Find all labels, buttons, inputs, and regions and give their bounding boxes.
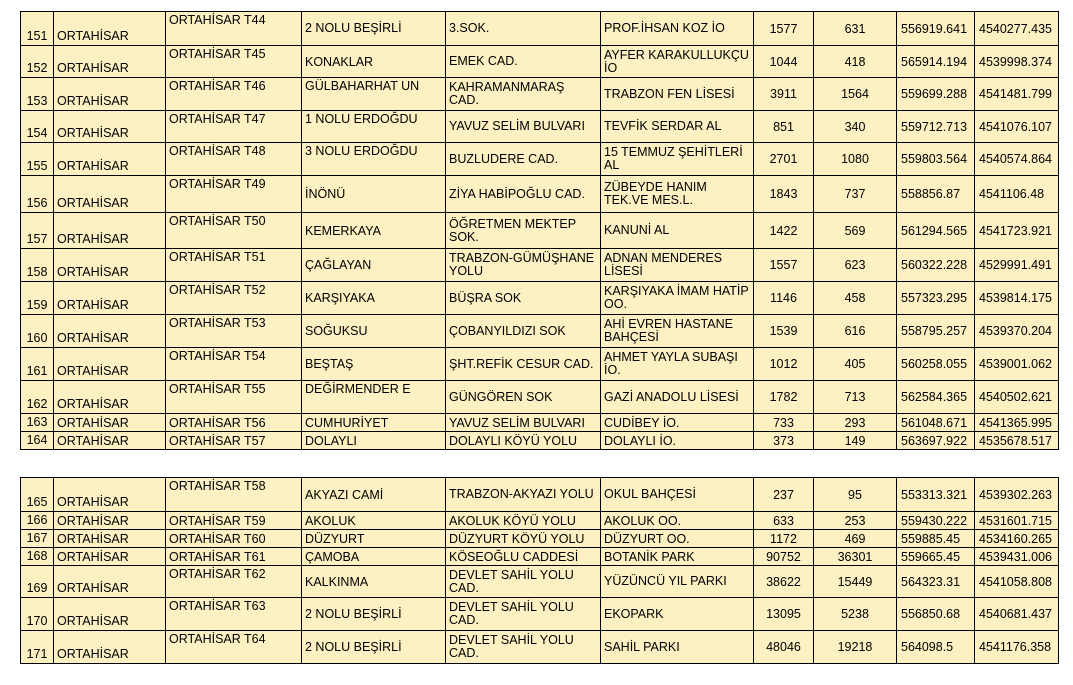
capacity-cell: 293: [814, 414, 897, 432]
district-cell: ORTAHİSAR: [54, 432, 166, 450]
table-row: [21, 176, 1059, 213]
x-coordinate-cell: 553313.321: [897, 478, 975, 512]
x-coordinate-cell: 564098.5: [897, 631, 975, 664]
district-cell: ORTAHİSAR: [54, 348, 166, 381]
district-cell: ORTAHİSAR: [54, 478, 166, 512]
area-cell: 1782: [754, 381, 814, 414]
assembly-area-table-2: [20, 477, 1059, 664]
street-cell: DEVLET SAHİL YOLU CAD.: [446, 598, 601, 631]
neighborhood-cell: ÇAĞLAYAN: [302, 249, 446, 282]
x-coordinate-cell: 560322.228: [897, 249, 975, 282]
street-cell: KÖSEOĞLU CADDESİ: [446, 548, 601, 566]
row-number-cell: 163: [21, 414, 54, 432]
table-row: [21, 432, 1059, 450]
area-code-cell: ORTAHİSAR T54: [166, 348, 302, 381]
area-code-cell: ORTAHİSAR T55: [166, 381, 302, 414]
district-cell: ORTAHİSAR: [54, 249, 166, 282]
neighborhood-cell: KALKINMA: [302, 566, 446, 598]
table-row: [21, 414, 1059, 432]
area-code-cell: ORTAHİSAR T46: [166, 78, 302, 111]
street-cell: DEVLET SAHİL YOLU CAD.: [446, 631, 601, 664]
area-code-cell: ORTAHİSAR T48: [166, 143, 302, 176]
y-coordinate-cell: 4534160.265: [975, 530, 1059, 548]
location-cell: EKOPARK: [601, 598, 754, 631]
street-cell: YAVUZ SELİM BULVARI: [446, 111, 601, 143]
x-coordinate-cell: 558856.87: [897, 176, 975, 213]
x-coordinate-cell: 559430.222: [897, 512, 975, 530]
street-cell: ÖĞRETMEN MEKTEP SOK.: [446, 213, 601, 249]
row-number-cell: 165: [21, 478, 54, 512]
capacity-cell: 15449: [814, 566, 897, 598]
capacity-cell: 5238: [814, 598, 897, 631]
y-coordinate-cell: 4539370.204: [975, 315, 1059, 348]
y-coordinate-cell: 4531601.715: [975, 512, 1059, 530]
district-cell: ORTAHİSAR: [54, 381, 166, 414]
x-coordinate-cell: 559699.288: [897, 78, 975, 111]
location-cell: DÜZYURT OO.: [601, 530, 754, 548]
neighborhood-cell: DOLAYLI: [302, 432, 446, 450]
location-cell: CUDİBEY İO.: [601, 414, 754, 432]
row-number-cell: 156: [21, 176, 54, 213]
neighborhood-cell: SOĞUKSU: [302, 315, 446, 348]
location-cell: KANUNİ AL: [601, 213, 754, 249]
table-row: [21, 315, 1059, 348]
y-coordinate-cell: 4539998.374: [975, 46, 1059, 78]
area-cell: 90752: [754, 548, 814, 566]
district-cell: ORTAHİSAR: [54, 414, 166, 432]
assembly-area-table-1: [20, 11, 1059, 450]
x-coordinate-cell: 556919.641: [897, 12, 975, 46]
row-number-cell: 160: [21, 315, 54, 348]
table-row: [21, 548, 1059, 566]
y-coordinate-cell: 4541106.48: [975, 176, 1059, 213]
capacity-cell: 631: [814, 12, 897, 46]
street-cell: DÜZYURT KÖYÜ YOLU: [446, 530, 601, 548]
neighborhood-cell: İNÖNÜ: [302, 176, 446, 213]
area-cell: 237: [754, 478, 814, 512]
table-row: [21, 348, 1059, 381]
location-cell: ZÜBEYDE HANIM TEK.VE MES.L.: [601, 176, 754, 213]
area-cell: 48046: [754, 631, 814, 664]
table-row: [21, 381, 1059, 414]
area-cell: 38622: [754, 566, 814, 598]
neighborhood-cell: GÜLBAHARHAT UN: [302, 78, 446, 111]
table-row: [21, 12, 1059, 46]
table-row: [21, 78, 1059, 111]
table-row: [21, 111, 1059, 143]
table-row: [21, 631, 1059, 664]
row-number-cell: 158: [21, 249, 54, 282]
street-cell: AKOLUK KÖYÜ YOLU: [446, 512, 601, 530]
area-code-cell: ORTAHİSAR T64: [166, 631, 302, 664]
location-cell: TEVFİK SERDAR AL: [601, 111, 754, 143]
district-cell: ORTAHİSAR: [54, 282, 166, 315]
street-cell: KAHRAMANMARAŞ CAD.: [446, 78, 601, 111]
street-cell: TRABZON-AKYAZI YOLU: [446, 478, 601, 512]
capacity-cell: 1080: [814, 143, 897, 176]
y-coordinate-cell: 4539431.006: [975, 548, 1059, 566]
district-cell: ORTAHİSAR: [54, 12, 166, 46]
location-cell: SAHİL PARKI: [601, 631, 754, 664]
neighborhood-cell: CUMHURİYET: [302, 414, 446, 432]
y-coordinate-cell: 4541723.921: [975, 213, 1059, 249]
capacity-cell: 616: [814, 315, 897, 348]
y-coordinate-cell: 4540277.435: [975, 12, 1059, 46]
y-coordinate-cell: 4539814.175: [975, 282, 1059, 315]
area-code-cell: ORTAHİSAR T49: [166, 176, 302, 213]
x-coordinate-cell: 561294.565: [897, 213, 975, 249]
table-row: [21, 213, 1059, 249]
table-row: [21, 249, 1059, 282]
location-cell: AYFER KARAKULLUKÇU İO: [601, 46, 754, 78]
table-row: [21, 598, 1059, 631]
row-number-cell: 170: [21, 598, 54, 631]
district-cell: ORTAHİSAR: [54, 78, 166, 111]
area-cell: 373: [754, 432, 814, 450]
area-code-cell: ORTAHİSAR T57: [166, 432, 302, 450]
capacity-cell: 569: [814, 213, 897, 249]
area-code-cell: ORTAHİSAR T53: [166, 315, 302, 348]
x-coordinate-cell: 561048.671: [897, 414, 975, 432]
area-cell: 1539: [754, 315, 814, 348]
area-code-cell: ORTAHİSAR T44: [166, 12, 302, 46]
neighborhood-cell: KEMERKAYA: [302, 213, 446, 249]
row-number-cell: 155: [21, 143, 54, 176]
y-coordinate-cell: 4541058.808: [975, 566, 1059, 598]
location-cell: 15 TEMMUZ ŞEHİTLERİ AL: [601, 143, 754, 176]
area-cell: 13095: [754, 598, 814, 631]
neighborhood-cell: 2 NOLU BEŞİRLİ: [302, 631, 446, 664]
neighborhood-cell: DÜZYURT: [302, 530, 446, 548]
street-cell: BUZLUDERE CAD.: [446, 143, 601, 176]
capacity-cell: 253: [814, 512, 897, 530]
neighborhood-cell: KARŞIYAKA: [302, 282, 446, 315]
row-number-cell: 164: [21, 432, 54, 450]
y-coordinate-cell: 4541481.799: [975, 78, 1059, 111]
street-cell: BÜŞRA SOK: [446, 282, 601, 315]
capacity-cell: 737: [814, 176, 897, 213]
y-coordinate-cell: 4539001.062: [975, 348, 1059, 381]
neighborhood-cell: 1 NOLU ERDOĞDU: [302, 111, 446, 143]
x-coordinate-cell: 559803.564: [897, 143, 975, 176]
location-cell: BOTANİK PARK: [601, 548, 754, 566]
area-cell: 1843: [754, 176, 814, 213]
street-cell: YAVUZ SELİM BULVARI: [446, 414, 601, 432]
capacity-cell: 36301: [814, 548, 897, 566]
capacity-cell: 19218: [814, 631, 897, 664]
district-cell: ORTAHİSAR: [54, 631, 166, 664]
area-cell: 1172: [754, 530, 814, 548]
district-cell: ORTAHİSAR: [54, 46, 166, 78]
street-cell: ÇOBANYILDIZI SOK: [446, 315, 601, 348]
district-cell: ORTAHİSAR: [54, 213, 166, 249]
capacity-cell: 469: [814, 530, 897, 548]
row-number-cell: 167: [21, 530, 54, 548]
y-coordinate-cell: 4540574.864: [975, 143, 1059, 176]
table-row: [21, 566, 1059, 598]
district-cell: ORTAHİSAR: [54, 143, 166, 176]
row-number-cell: 166: [21, 512, 54, 530]
location-cell: AKOLUK OO.: [601, 512, 754, 530]
location-cell: KARŞIYAKA İMAM HATİP OO.: [601, 282, 754, 315]
location-cell: TRABZON FEN LİSESİ: [601, 78, 754, 111]
y-coordinate-cell: 4529991.491: [975, 249, 1059, 282]
table-row: [21, 512, 1059, 530]
row-number-cell: 157: [21, 213, 54, 249]
street-cell: GÜNGÖREN SOK: [446, 381, 601, 414]
area-code-cell: ORTAHİSAR T45: [166, 46, 302, 78]
area-code-cell: ORTAHİSAR T51: [166, 249, 302, 282]
area-code-cell: ORTAHİSAR T56: [166, 414, 302, 432]
row-number-cell: 162: [21, 381, 54, 414]
y-coordinate-cell: 4541076.107: [975, 111, 1059, 143]
neighborhood-cell: 3 NOLU ERDOĞDU: [302, 143, 446, 176]
x-coordinate-cell: 559712.713: [897, 111, 975, 143]
area-cell: 733: [754, 414, 814, 432]
table-row: [21, 143, 1059, 176]
row-number-cell: 171: [21, 631, 54, 664]
y-coordinate-cell: 4540681.437: [975, 598, 1059, 631]
location-cell: GAZİ ANADOLU LİSESİ: [601, 381, 754, 414]
street-cell: DEVLET SAHİL YOLU CAD.: [446, 566, 601, 598]
street-cell: ZİYA HABİPOĞLU CAD.: [446, 176, 601, 213]
x-coordinate-cell: 558795.257: [897, 315, 975, 348]
location-cell: AHİ EVREN HASTANE BAHÇESİ: [601, 315, 754, 348]
table-row: [21, 46, 1059, 78]
row-number-cell: 159: [21, 282, 54, 315]
district-cell: ORTAHİSAR: [54, 598, 166, 631]
y-coordinate-cell: 4541365.995: [975, 414, 1059, 432]
area-cell: 851: [754, 111, 814, 143]
x-coordinate-cell: 557323.295: [897, 282, 975, 315]
capacity-cell: 95: [814, 478, 897, 512]
location-cell: YÜZÜNCÜ YIL PARKI: [601, 566, 754, 598]
x-coordinate-cell: 564323.31: [897, 566, 975, 598]
district-cell: ORTAHİSAR: [54, 566, 166, 598]
y-coordinate-cell: 4540502.621: [975, 381, 1059, 414]
area-cell: 633: [754, 512, 814, 530]
row-number-cell: 152: [21, 46, 54, 78]
x-coordinate-cell: 562584.365: [897, 381, 975, 414]
location-cell: DOLAYLI İO.: [601, 432, 754, 450]
row-number-cell: 154: [21, 111, 54, 143]
row-number-cell: 168: [21, 548, 54, 566]
neighborhood-cell: 2 NOLU BEŞİRLİ: [302, 12, 446, 46]
x-coordinate-cell: 563697.922: [897, 432, 975, 450]
row-number-cell: 153: [21, 78, 54, 111]
area-code-cell: ORTAHİSAR T52: [166, 282, 302, 315]
area-cell: 3911: [754, 78, 814, 111]
x-coordinate-cell: 556850.68: [897, 598, 975, 631]
district-cell: ORTAHİSAR: [54, 111, 166, 143]
row-number-cell: 151: [21, 12, 54, 46]
area-cell: 1422: [754, 213, 814, 249]
area-code-cell: ORTAHİSAR T58: [166, 478, 302, 512]
x-coordinate-cell: 560258.055: [897, 348, 975, 381]
district-cell: ORTAHİSAR: [54, 315, 166, 348]
street-cell: TRABZON-GÜMÜŞHANE YOLU: [446, 249, 601, 282]
neighborhood-cell: KONAKLAR: [302, 46, 446, 78]
neighborhood-cell: BEŞTAŞ: [302, 348, 446, 381]
street-cell: 3.SOK.: [446, 12, 601, 46]
area-cell: 1577: [754, 12, 814, 46]
capacity-cell: 458: [814, 282, 897, 315]
street-cell: DOLAYLI KÖYÜ YOLU: [446, 432, 601, 450]
capacity-cell: 623: [814, 249, 897, 282]
area-code-cell: ORTAHİSAR T61: [166, 548, 302, 566]
table-row: [21, 282, 1059, 315]
x-coordinate-cell: 559665.45: [897, 548, 975, 566]
row-number-cell: 161: [21, 348, 54, 381]
y-coordinate-cell: 4535678.517: [975, 432, 1059, 450]
district-cell: ORTAHİSAR: [54, 176, 166, 213]
y-coordinate-cell: 4541176.358: [975, 631, 1059, 664]
area-cell: 2701: [754, 143, 814, 176]
district-cell: ORTAHİSAR: [54, 530, 166, 548]
area-code-cell: ORTAHİSAR T62: [166, 566, 302, 598]
area-code-cell: ORTAHİSAR T47: [166, 111, 302, 143]
capacity-cell: 405: [814, 348, 897, 381]
area-cell: 1044: [754, 46, 814, 78]
district-cell: ORTAHİSAR: [54, 548, 166, 566]
capacity-cell: 418: [814, 46, 897, 78]
area-code-cell: ORTAHİSAR T63: [166, 598, 302, 631]
row-number-cell: 169: [21, 566, 54, 598]
area-cell: 1557: [754, 249, 814, 282]
area-cell: 1012: [754, 348, 814, 381]
location-cell: AHMET YAYLA SUBAŞI İO.: [601, 348, 754, 381]
area-code-cell: ORTAHİSAR T59: [166, 512, 302, 530]
capacity-cell: 1564: [814, 78, 897, 111]
neighborhood-cell: ÇAMOBA: [302, 548, 446, 566]
street-cell: ŞHT.REFİK CESUR CAD.: [446, 348, 601, 381]
area-code-cell: ORTAHİSAR T60: [166, 530, 302, 548]
street-cell: EMEK CAD.: [446, 46, 601, 78]
district-cell: ORTAHİSAR: [54, 512, 166, 530]
y-coordinate-cell: 4539302.263: [975, 478, 1059, 512]
area-code-cell: ORTAHİSAR T50: [166, 213, 302, 249]
neighborhood-cell: AKYAZI CAMİ: [302, 478, 446, 512]
neighborhood-cell: 2 NOLU BEŞİRLİ: [302, 598, 446, 631]
location-cell: ADNAN MENDERES LİSESİ: [601, 249, 754, 282]
table-row: [21, 530, 1059, 548]
neighborhood-cell: DEĞİRMENDER E: [302, 381, 446, 414]
location-cell: OKUL BAHÇESİ: [601, 478, 754, 512]
capacity-cell: 340: [814, 111, 897, 143]
area-cell: 1146: [754, 282, 814, 315]
table-row: [21, 478, 1059, 512]
x-coordinate-cell: 559885.45: [897, 530, 975, 548]
location-cell: PROF.İHSAN KOZ İO: [601, 12, 754, 46]
x-coordinate-cell: 565914.194: [897, 46, 975, 78]
capacity-cell: 149: [814, 432, 897, 450]
capacity-cell: 713: [814, 381, 897, 414]
neighborhood-cell: AKOLUK: [302, 512, 446, 530]
